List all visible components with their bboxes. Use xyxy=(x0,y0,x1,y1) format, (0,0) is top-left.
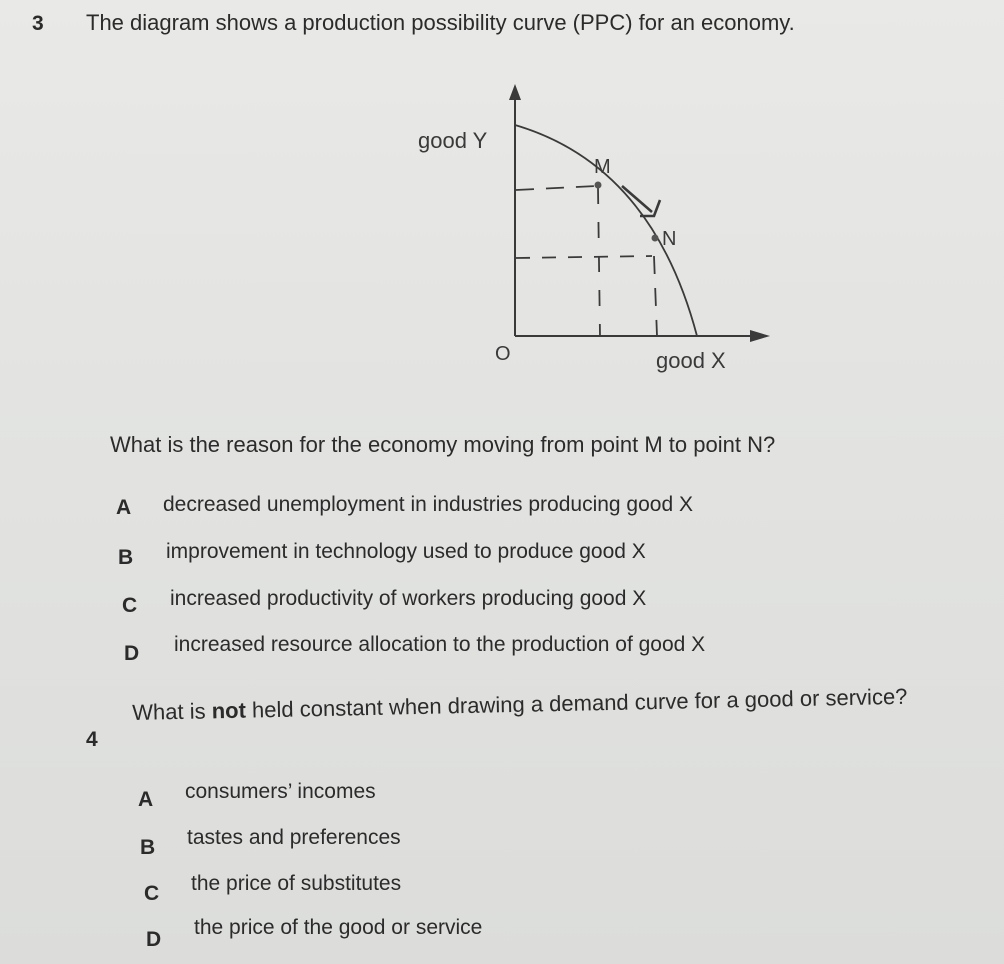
question-4-stem-start: What is xyxy=(132,698,212,725)
n-horizontal-dash xyxy=(516,256,652,258)
question-4-number: 4 xyxy=(86,728,98,751)
y-axis-arrow xyxy=(509,84,521,100)
q3-option-a-letter[interactable]: A xyxy=(116,496,132,519)
m-vertical-dash xyxy=(598,188,600,336)
movement-arrowhead xyxy=(640,200,660,216)
n-vertical-dash xyxy=(654,256,657,336)
question-4-stem xyxy=(132,684,908,726)
origin-label: O xyxy=(495,343,511,365)
q4-option-a-text[interactable]: consumers’ incomes xyxy=(185,780,376,803)
y-axis-label: good Y xyxy=(418,128,488,153)
q4-option-b-text[interactable]: tastes and preferences xyxy=(187,826,401,849)
q3-option-d-text[interactable]: increased resource allocation to the production of good X xyxy=(174,633,706,656)
q4-option-d-letter[interactable]: D xyxy=(146,928,162,951)
ppc-diagram xyxy=(0,0,1004,420)
question-4-stem-end: held constant when drawing a demand curve for a good or service? xyxy=(245,683,908,723)
x-axis-label: good X xyxy=(656,348,726,373)
q3-option-b-text[interactable]: improvement in technology used to produce good X xyxy=(166,540,646,563)
point-n-label: N xyxy=(662,228,677,250)
q4-option-b-letter[interactable]: B xyxy=(140,836,156,859)
q4-option-c-letter[interactable]: C xyxy=(144,882,160,905)
m-horizontal-dash xyxy=(516,186,596,190)
x-axis-arrow xyxy=(750,330,770,342)
question-3-stem: The diagram shows a production possibility curve (PPC) for an economy. xyxy=(86,10,795,35)
q4-option-d-text[interactable]: the price of the good or service xyxy=(194,916,483,939)
question-3-number: 3 xyxy=(32,12,44,35)
q3-option-a-text[interactable]: decreased unemployment in industries producing good X xyxy=(163,493,693,516)
point-n-dot xyxy=(652,235,659,242)
q3-option-c-text[interactable]: increased productivity of workers producing good X xyxy=(170,587,647,610)
question-4-stem-emphasis: not xyxy=(211,697,247,724)
q3-option-b-letter[interactable]: B xyxy=(118,546,134,569)
point-m-dot xyxy=(595,182,602,189)
q4-option-a-letter[interactable]: A xyxy=(138,788,154,811)
q3-option-d-letter[interactable]: D xyxy=(124,642,140,665)
q4-option-c-text[interactable]: the price of substitutes xyxy=(191,872,402,895)
question-3-prompt: What is the reason for the economy moving from point M to point N? xyxy=(110,432,776,457)
q3-option-c-letter[interactable]: C xyxy=(122,594,138,617)
point-m-label: M xyxy=(594,156,611,178)
